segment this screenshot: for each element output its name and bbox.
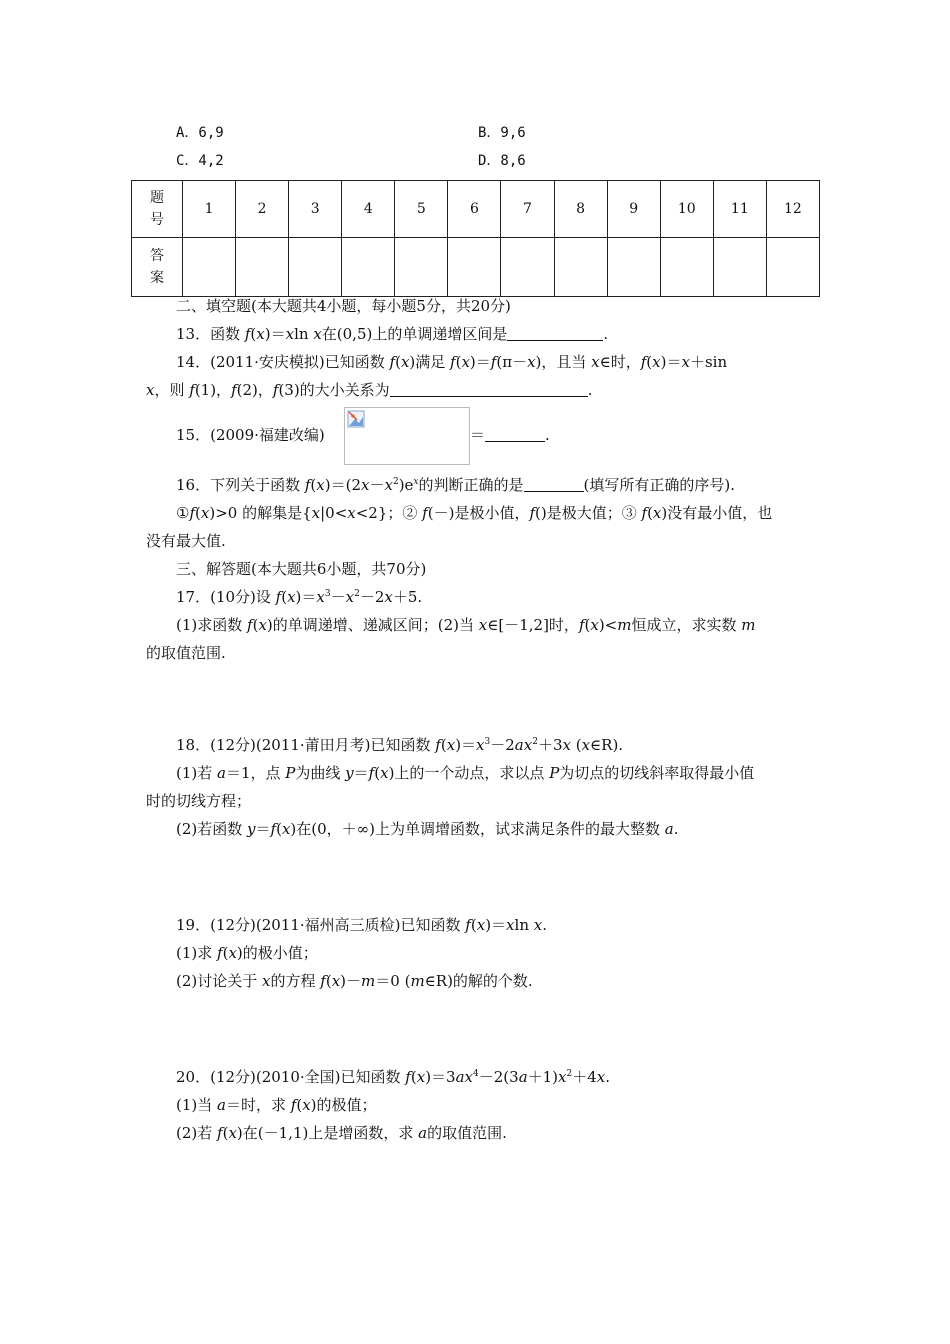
- question-14-line-1: 14．(2011·安庆模拟)已知函数 f(x)满足 f(x)＝f(π－x)，且当 x∈时，f(x)＝x＋sin: [176, 353, 728, 371]
- question-number-cell: 7: [501, 181, 554, 238]
- answer-cell[interactable]: [342, 238, 395, 297]
- question-18-line-3: 时的切线方程；: [146, 792, 252, 810]
- question-18-line-1: 18．(12分)(2011·莆田月考)已知函数 $f(x)=x^3-2ax^2+3x$ (x∈R).: [176, 736, 624, 754]
- answer-cell[interactable]: [501, 238, 554, 297]
- question-number-cell: 1: [183, 181, 236, 238]
- broken-image-icon: [347, 410, 367, 430]
- question-number-cell: 4: [342, 181, 395, 238]
- broken-image-placeholder: [344, 407, 470, 465]
- question-number-cell: 5: [395, 181, 448, 238]
- answer-cell[interactable]: [289, 238, 342, 297]
- answer-cell[interactable]: [554, 238, 607, 297]
- question-20-line-3: (2)若 f(x)在(－1,1)上是增函数，求 a的取值范围.: [176, 1124, 507, 1142]
- question-number-cell: 6: [448, 181, 501, 238]
- question-16-line-1: 16．下列关于函数 $f(x)=(2x-x^2)e^x$的判断正确的是 (填写所有正确的序号).: [176, 476, 735, 494]
- answer-blank[interactable]: [485, 427, 545, 442]
- answer-cell[interactable]: [766, 238, 819, 297]
- question-13: 13．函数 f(x)＝xln x在(0,5)上的单调递增区间是 .: [176, 325, 609, 343]
- question-19-line-1: 19．(12分)(2011·福州高三质检)已知函数 f(x)＝xln x.: [176, 916, 547, 934]
- answer-blank[interactable]: [390, 382, 588, 397]
- question-17-line-2: (1)求函数 f(x)的单调递增、递减区间；(2)当 x∈[－1,2]时，f(x)<m恒成立，求实数 m: [176, 616, 756, 634]
- table-header-number: 题 号: [132, 181, 183, 238]
- option-c: C．4,2: [176, 153, 224, 169]
- answer-cell[interactable]: [607, 238, 660, 297]
- answer-row: [132, 238, 820, 297]
- question-14-line-2: x，则 f(1)，f(2)，f(3)的大小关系为 .: [146, 381, 593, 399]
- answer-cell[interactable]: [183, 238, 236, 297]
- question-number-cell: 12: [766, 181, 819, 238]
- question-16-line-2: ①f(x)>0 的解集是{x|0<x<2}；② f(－)是极小值，f()是极大值；③ f(x)没有最小值，也: [176, 504, 773, 522]
- question-number-cell: 11: [713, 181, 766, 238]
- question-19-line-2: (1)求 f(x)的极小值；: [176, 944, 318, 962]
- question-number-cell: 10: [660, 181, 713, 238]
- question-number-row: [132, 181, 820, 238]
- question-number-cell: 2: [236, 181, 289, 238]
- option-b: B．9,6: [478, 125, 526, 141]
- question-20-line-1: 20．(12分)(2010·全国)已知函数 $f(x)=3ax^4-2(3a+1)x^2+4x$.: [176, 1068, 611, 1086]
- question-20-line-2: (1)当 a＝时，求 f(x)的极值；: [176, 1096, 377, 1114]
- question-number-cell: 8: [554, 181, 607, 238]
- answer-table: [131, 180, 820, 297]
- option-a: A．6,9: [176, 125, 224, 141]
- answer-blank[interactable]: [507, 326, 603, 341]
- question-15: 15．(2009·福建改编): [176, 426, 325, 444]
- question-15-tail: ＝ .: [470, 426, 550, 444]
- question-18-line-2: (1)若 a＝1，点 P为曲线 y＝f(x)上的一个动点，求以点 P为切点的切线斜率取得最小值: [176, 764, 755, 782]
- answer-cell[interactable]: [660, 238, 713, 297]
- answer-cell[interactable]: [448, 238, 501, 297]
- question-17-line-1: 17．(10分)设 $f(x)=x^3-x^2-2x+5$.: [176, 588, 423, 606]
- table-header-answer: 答 案: [132, 238, 183, 297]
- answer-cell[interactable]: [395, 238, 448, 297]
- section-3-title: 三、解答题(本大题共6小题，共70分): [176, 560, 427, 578]
- question-17-line-3: 的取值范围.: [146, 644, 226, 662]
- answer-cell[interactable]: [236, 238, 289, 297]
- option-d: D．8,6: [478, 153, 526, 169]
- answer-blank[interactable]: [524, 477, 584, 492]
- question-19-line-3: (2)讨论关于 x的方程 f(x)－m＝0 (m∈R)的解的个数.: [176, 972, 533, 990]
- answer-cell[interactable]: [713, 238, 766, 297]
- question-number-cell: 3: [289, 181, 342, 238]
- question-16-line-3: 没有最大值.: [146, 532, 226, 550]
- question-18-line-4: (2)若函数 y＝f(x)在(0，＋∞)上为单调增函数，试求满足条件的最大整数 a.: [176, 820, 679, 838]
- question-number-cell: 9: [607, 181, 660, 238]
- section-2-title: 二、填空题(本大题共4小题，每小题5分，共20分): [176, 297, 511, 315]
